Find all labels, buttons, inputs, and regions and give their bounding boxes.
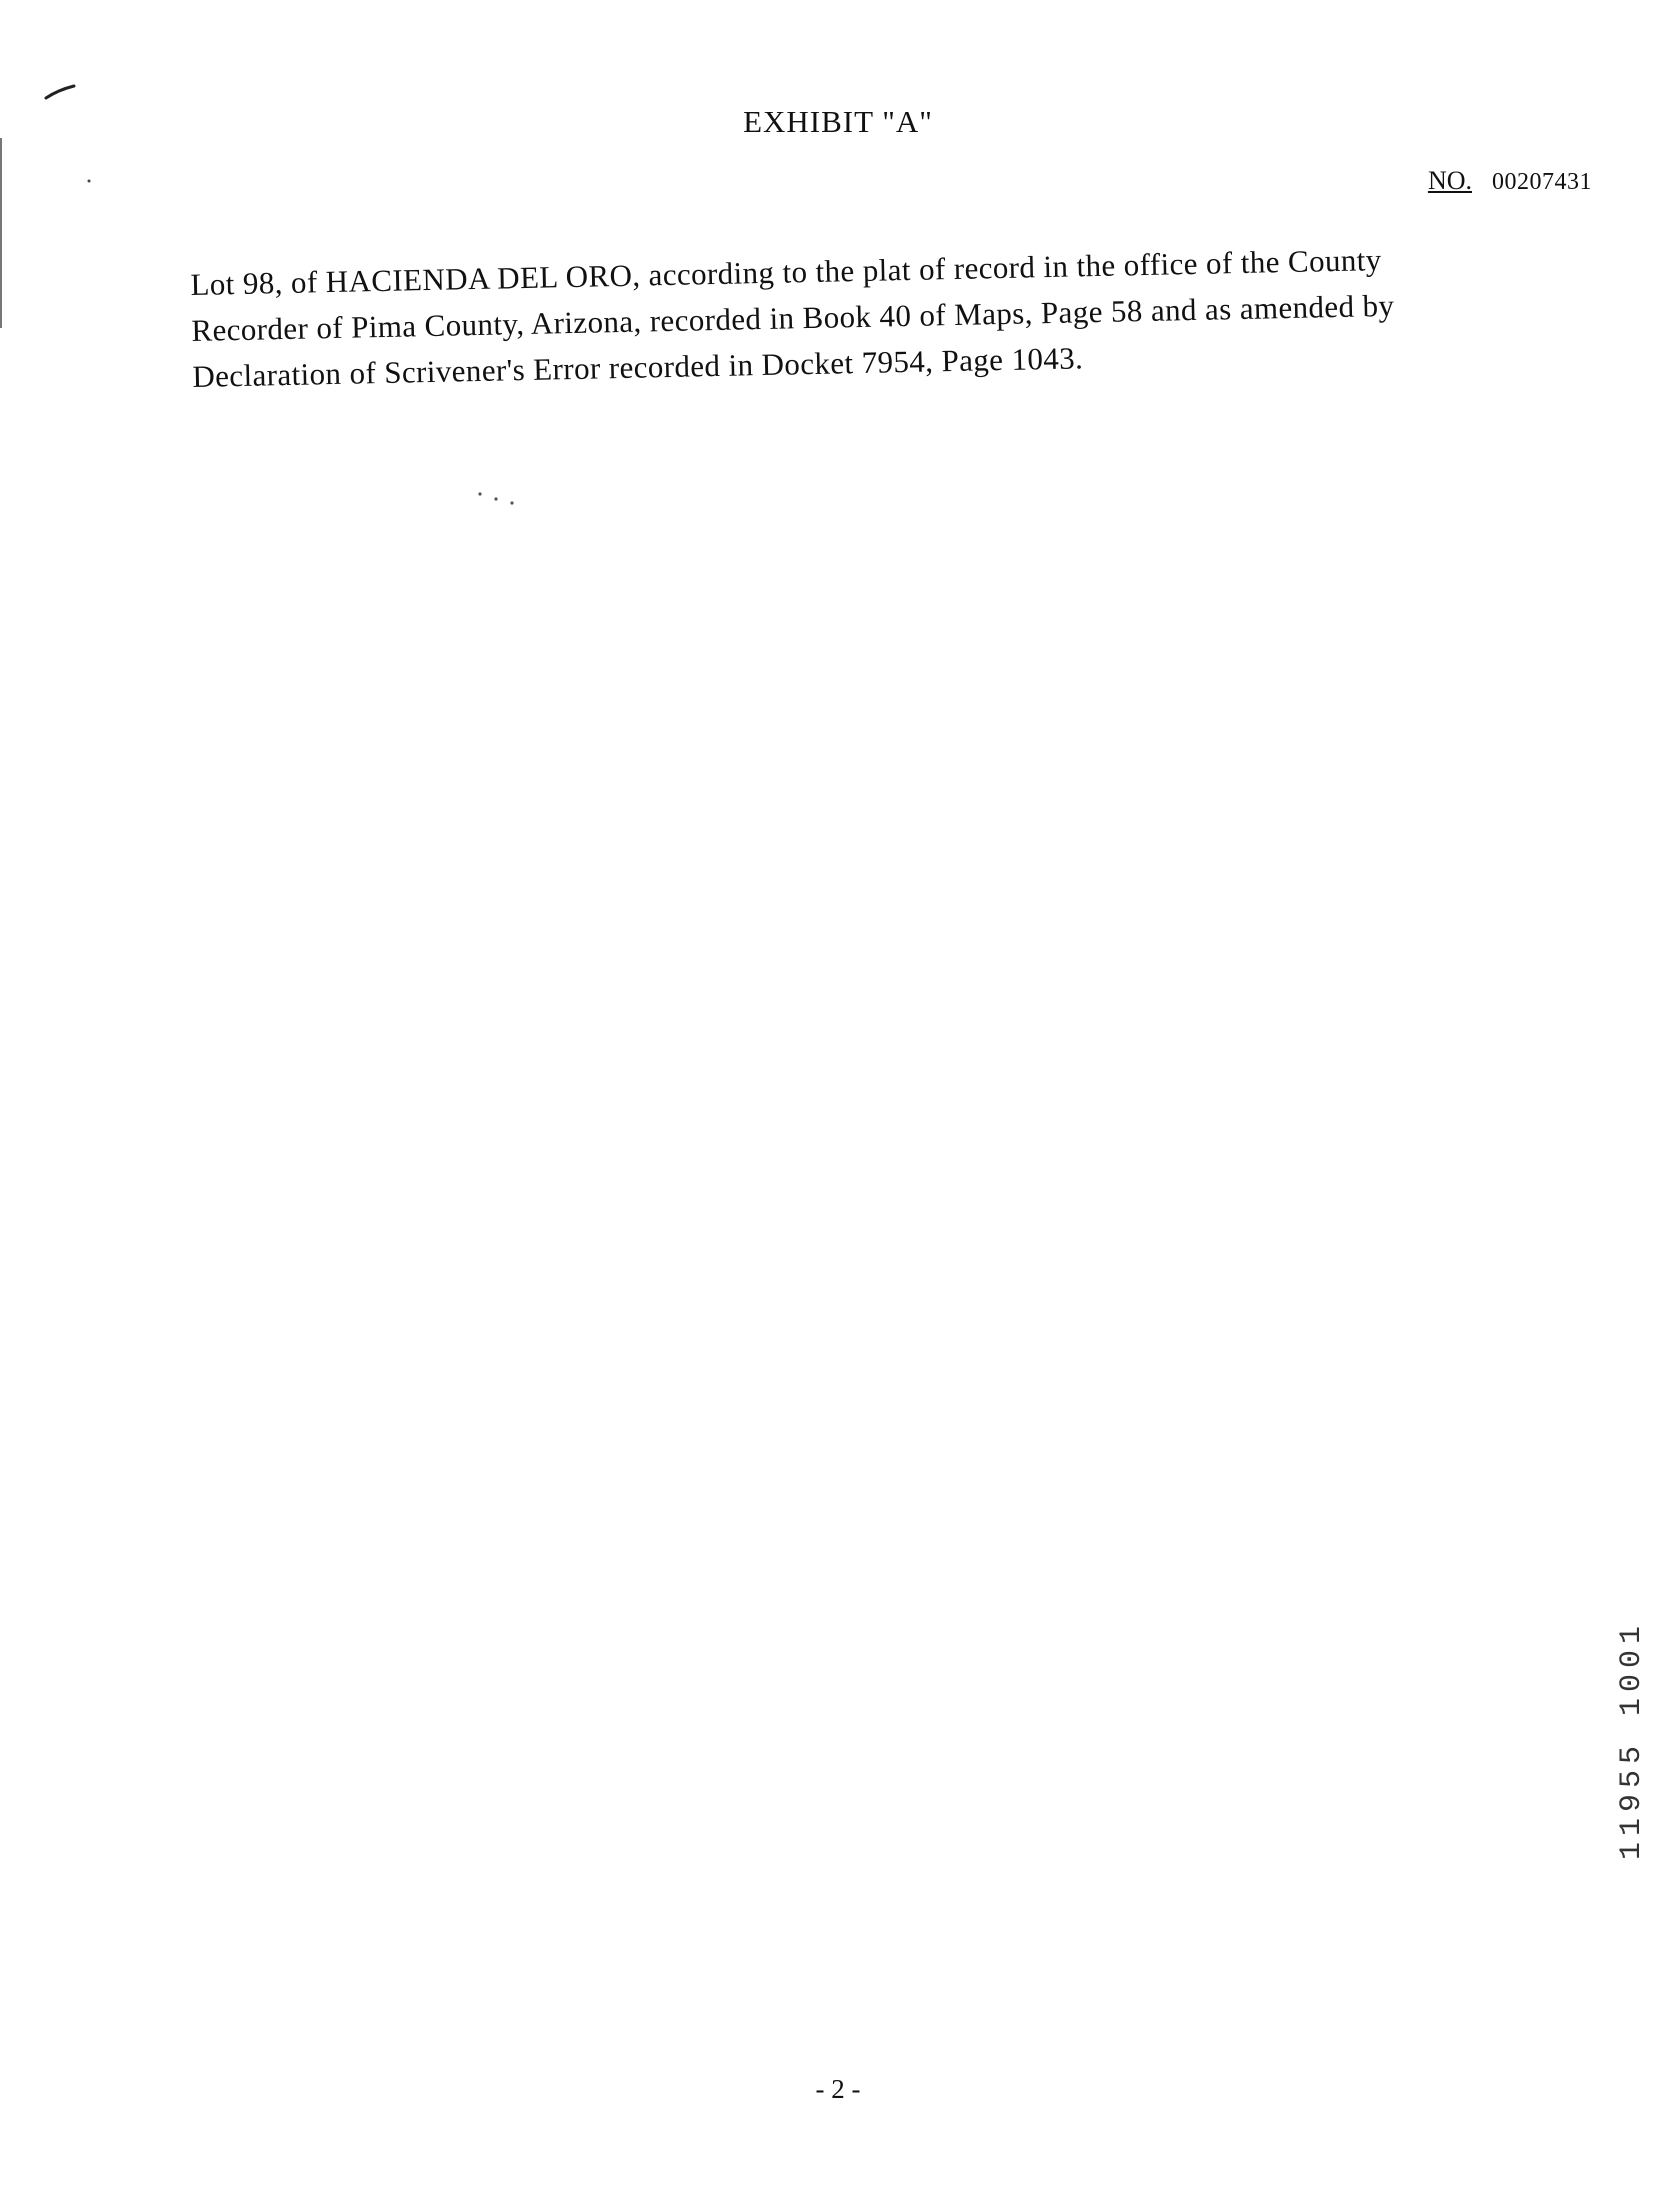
recording-stamp — [1612, 1575, 1652, 1905]
legal-description-line: Declaration of Scrivener's Error recorded in Docket 7954, Page 1043. — [192, 340, 1084, 394]
page-number: - 2 - — [815, 2074, 861, 2104]
document-number-value: 00207431 — [1492, 169, 1592, 195]
document-number-label: NO. — [1427, 166, 1472, 195]
exhibit-title: EXHIBIT "A" — [743, 104, 933, 139]
scan-edge-line — [0, 138, 2, 328]
recording-stamp-text: 11955 1001 — [1615, 1619, 1649, 1861]
document-number — [1428, 166, 1592, 196]
scan-speck-dot — [86, 178, 92, 184]
legal-description — [190, 234, 1543, 400]
legal-description-line: Recorder of Pima County, Arizona, recorded in Book 40 of Maps, Page 58 and as amended by — [191, 287, 1395, 348]
scan-speck-mid — [474, 488, 522, 508]
legal-description-line: Lot 98, of HACIENDA DEL ORO, according to the plat of record in the office of the County — [190, 242, 1382, 302]
scan-speck-top-left — [44, 80, 84, 104]
